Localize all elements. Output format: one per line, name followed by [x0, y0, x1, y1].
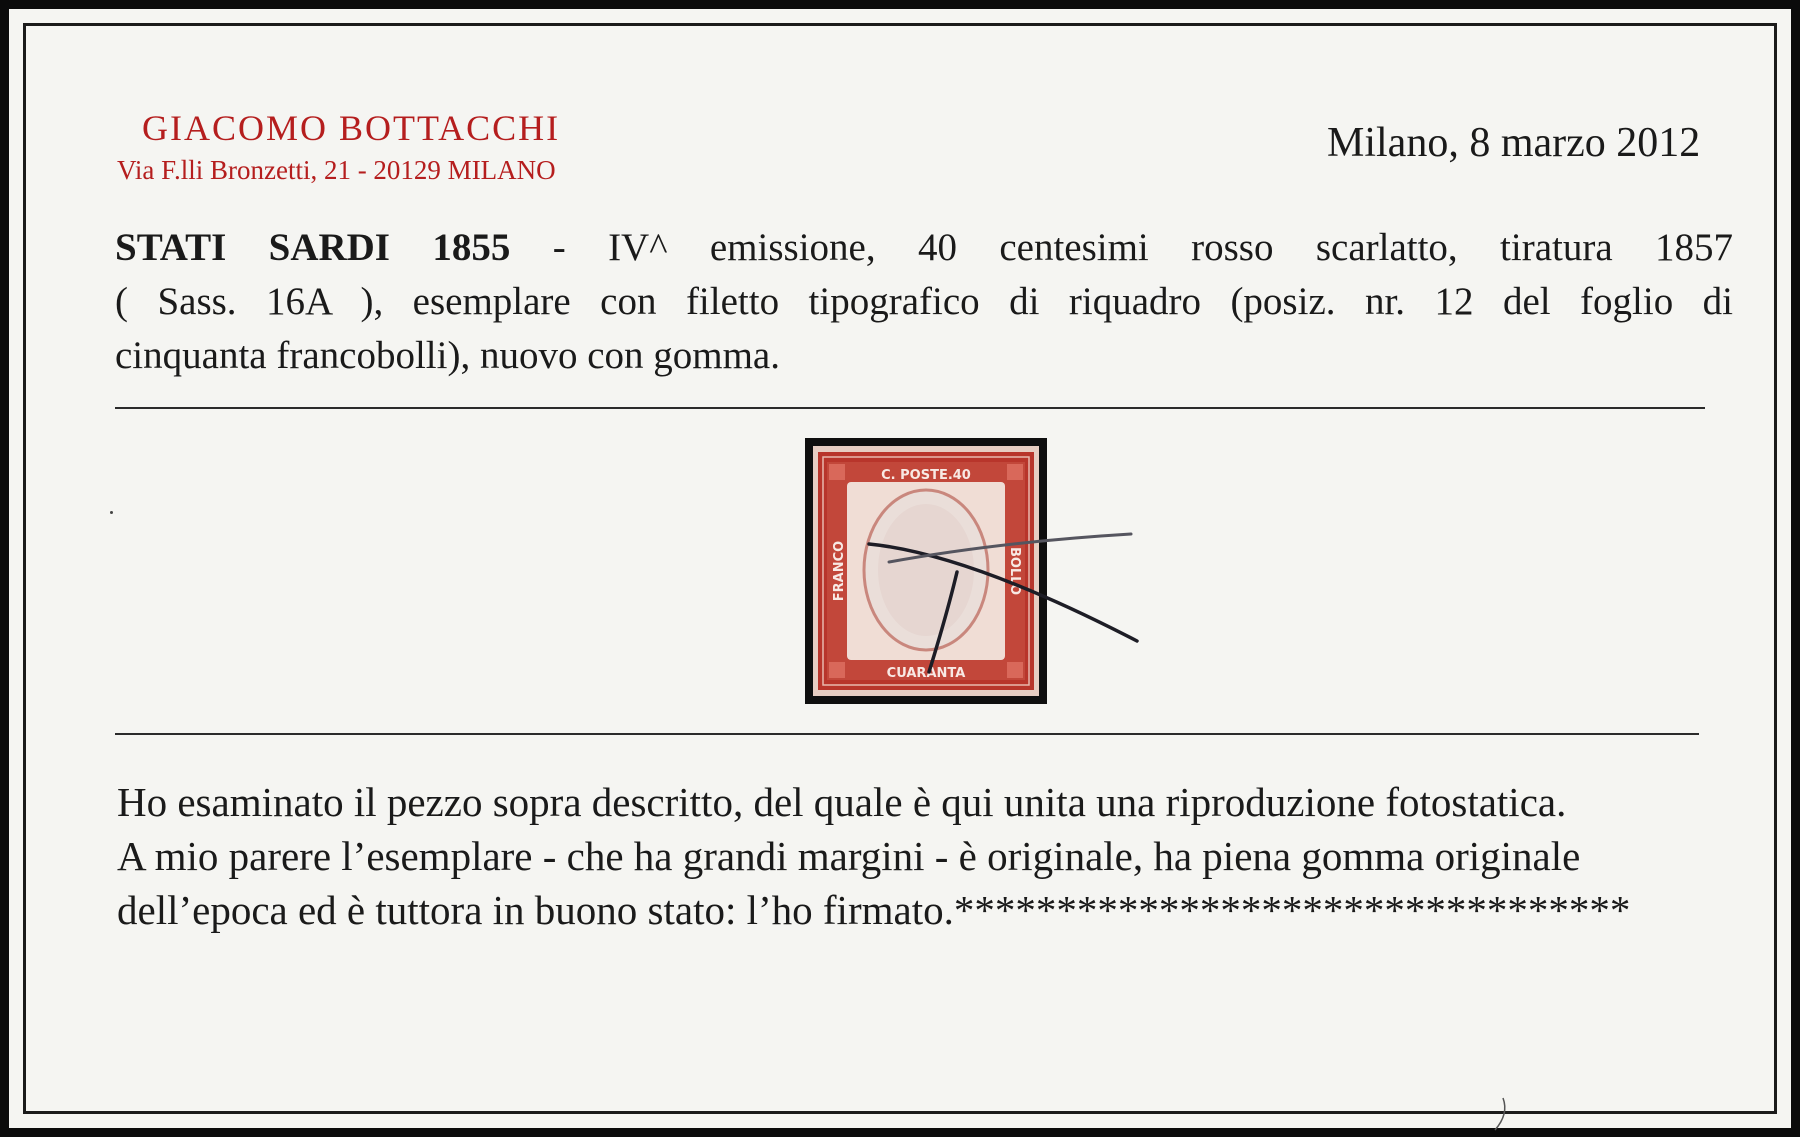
- description-heading: STATI SARDI 1855: [115, 226, 511, 269]
- description-line-1: [115, 221, 1733, 275]
- stamp-description: [115, 221, 1733, 383]
- description-line-2: ( Sass. 16A ), esemplare con filetto tipografico di riquadro (posiz. nr. 12 del foglio di: [115, 280, 1733, 323]
- opinion-line-2: A mio parere l’esemplare - che ha grandi margini - è originale, ha piena gomma originale: [117, 833, 1581, 879]
- divider-bottom: [115, 733, 1699, 735]
- divider-top: [115, 407, 1705, 409]
- stamp-corner-bl: [829, 662, 845, 678]
- stamp-right-label: BOLLO: [1007, 546, 1022, 596]
- description-line-3: cinquanta francobolli), nuovo con gomma.: [115, 334, 780, 377]
- opinion-line-3: dell’epoca ed è tuttora in buono stato: l’ho firmato.*********************************: [117, 887, 1631, 933]
- expert-opinion: [117, 775, 1717, 937]
- place-date: Milano, 8 marzo 2012: [1327, 120, 1701, 166]
- signature-stroke: [1495, 1098, 1505, 1130]
- paper-speck: [110, 511, 113, 514]
- issuer-name: GIACOMO BOTTACCHI: [142, 108, 561, 148]
- pen-stroke-down: [929, 572, 957, 672]
- stamp-left-label: FRANCO: [832, 540, 847, 602]
- issuer-address: Via F.lli Bronzetti, 21 - 20129 MILANO: [117, 155, 556, 185]
- pen-stroke-upper: [889, 534, 1131, 562]
- stamp-top-label: C. POSTE.40: [881, 468, 971, 483]
- pen-cancel-mark: [849, 514, 1149, 674]
- opinion-line-1: Ho esaminato il pezzo sopra descritto, del quale è qui unita una riproduzione fotostatica.: [117, 779, 1567, 825]
- description-line-1-text: - IV^ emissione, 40 centesimi rosso scarlatto, tiratura 1857: [510, 226, 1733, 269]
- stamp-bottom-label: CUARANTA: [886, 666, 966, 681]
- stamp-corner-tl: [829, 464, 845, 480]
- signature-mark: [1485, 1094, 1515, 1134]
- stamp-corner-tr: [1007, 464, 1023, 480]
